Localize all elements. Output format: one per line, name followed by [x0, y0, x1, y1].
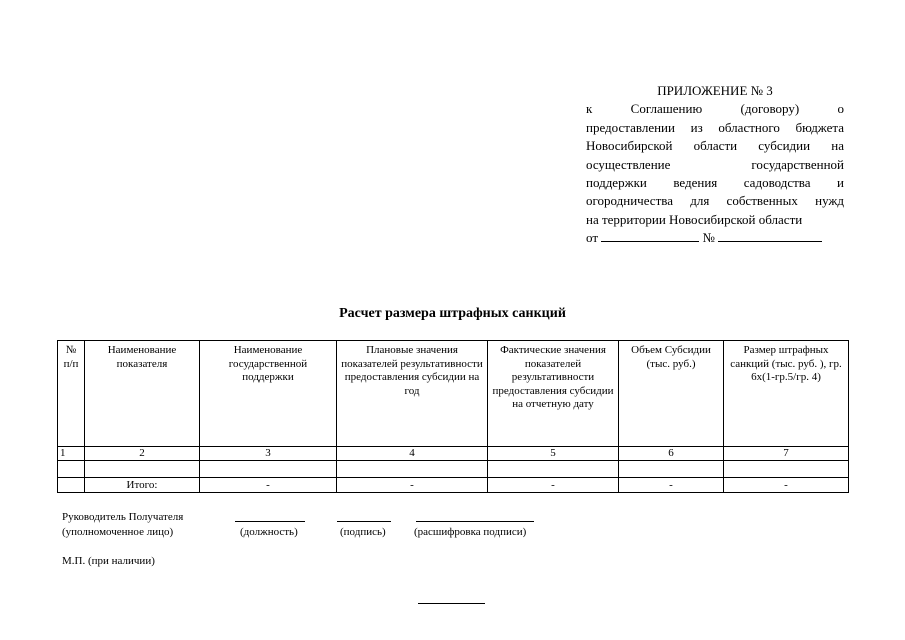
column-number-cell: 3 [200, 447, 337, 461]
number-blank [718, 229, 822, 242]
table-cell [58, 461, 85, 478]
appendix-line: на территории Новосибирской области [586, 211, 803, 227]
decoding-line [416, 521, 534, 522]
date-blank [601, 229, 699, 242]
header-cell: Размер штрафных санкций (тыс. руб. ), гр. 6х(1-гр.5/гр. 4) [724, 341, 849, 447]
table-cell [337, 461, 488, 478]
table-cell [58, 478, 85, 493]
header-cell: Плановые значения показателей результативности предоставления субсидии на год [337, 341, 488, 447]
table-cell [724, 461, 849, 478]
appendix-line: предоставлении из областного бюджета [586, 119, 844, 135]
header-cell: № п/п [58, 341, 85, 447]
signature-caption: (подпись) [340, 526, 386, 538]
table-cell [619, 461, 724, 478]
total-label: Итого: [85, 478, 200, 493]
column-number-cell: 4 [337, 447, 488, 461]
stamp-label: М.П. (при наличии) [62, 555, 155, 567]
appendix-line: поддержки ведения садоводства и [586, 175, 844, 191]
table-cell [200, 461, 337, 478]
document-heading: Расчет размера штрафных санкций [339, 306, 566, 321]
total-cell: - [724, 478, 849, 493]
total-cell: - [619, 478, 724, 493]
footer-divider [418, 603, 485, 604]
header-cell: Объем Субсидии (тыс. руб.) [619, 341, 724, 447]
signature-line [337, 521, 391, 522]
column-number-cell: 2 [85, 447, 200, 461]
position-caption: (должность) [240, 526, 298, 538]
header-cell: Фактические значения показателей результативности предоставления субсидии на отчетную дату [488, 341, 619, 447]
column-number-cell: 5 [488, 447, 619, 461]
column-number-cell: 7 [724, 447, 849, 461]
penalties-table [57, 340, 849, 493]
table-header-row [58, 341, 849, 447]
authorized-person-label: (уполномоченное лицо) [62, 526, 174, 538]
total-cell: - [337, 478, 488, 493]
appendix-title: ПРИЛОЖЕНИЕ № 3 [657, 83, 773, 98]
decoding-caption: (расшифровка подписи) [414, 526, 527, 538]
position-line [235, 521, 305, 522]
table-cell [85, 461, 200, 478]
appendix-line: Новосибирской области субсидии на [586, 138, 844, 154]
number-sign: № [702, 230, 715, 246]
total-cell: - [488, 478, 619, 493]
table-row [58, 461, 849, 478]
appendix-line: к Соглашению (договору) о [586, 101, 844, 117]
table-cell [488, 461, 619, 478]
header-cell: Наименование показателя [85, 341, 200, 447]
column-number-cell: 6 [619, 447, 724, 461]
recipient-head-label: Руководитель Получателя [62, 511, 184, 523]
column-number-row [58, 447, 849, 461]
appendix-date-line [586, 229, 844, 247]
total-cell: - [200, 478, 337, 493]
appendix-line: огородничества для собственных нужд [586, 193, 844, 209]
date-prefix: от [586, 230, 599, 246]
appendix-block [586, 82, 844, 248]
appendix-line: осуществление государственной [586, 156, 844, 172]
header-cell: Наименование государственной поддержки [200, 341, 337, 447]
column-number-cell: 1 [58, 447, 85, 461]
total-row [58, 478, 849, 493]
